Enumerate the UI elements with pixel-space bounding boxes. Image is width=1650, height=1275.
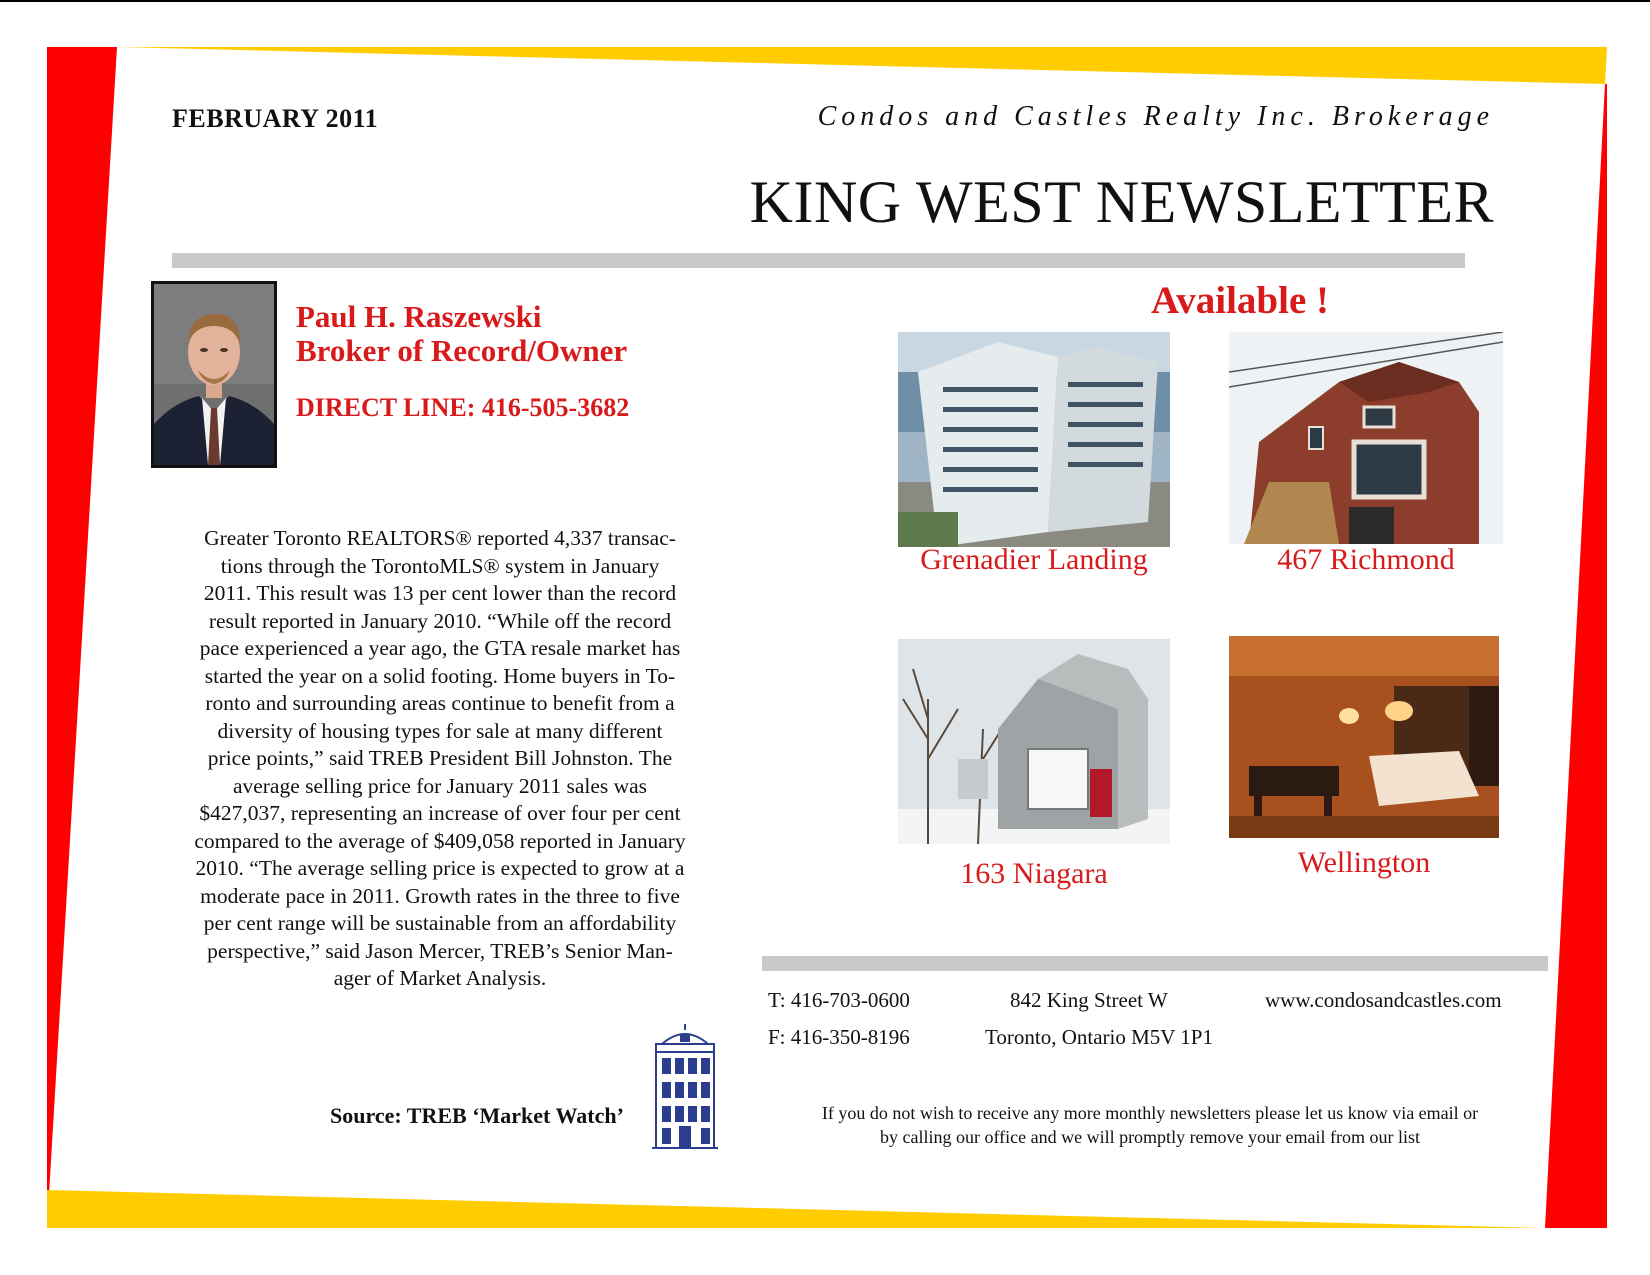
listing-photo-wellington[interactable] <box>1229 636 1499 838</box>
article-line: tions through the TorontoMLS® system in January <box>220 553 660 578</box>
fax-number: F: 416-350-8196 <box>768 1025 910 1049</box>
article-line: ronto and surrounding areas continue to benefit from a <box>205 691 675 715</box>
frame-top-yellow <box>117 47 1607 84</box>
article-line: 2010. “The average selling price is expected to grow at a <box>195 856 685 880</box>
article-line: pace experienced a year ago, the GTA resale market has <box>199 636 681 660</box>
article-line: compared to the average of $409,058 reported in January <box>194 828 686 853</box>
article-line: Greater Toronto REALTORS® reported 4,337 transac- <box>204 526 676 550</box>
agent-name-block <box>296 300 627 368</box>
townhouse-image <box>898 639 1170 844</box>
article-line: price points,” said TREB President Bill Johnston. The <box>207 746 673 770</box>
company-name: Condos and Castles Realty Inc. Brokerage <box>817 101 1494 132</box>
article-line: result reported in January 2010. “While off the record <box>208 608 672 633</box>
available-heading: Available ! <box>1150 279 1329 322</box>
article-line: started the year on a solid footing. Home buyers in To- <box>204 663 676 688</box>
listing-caption: 467 Richmond <box>1277 543 1455 576</box>
street-address: 842 King Street W <box>1010 988 1168 1012</box>
agent-role: Broker of Record/Owner <box>296 333 628 368</box>
treb-building-logo <box>650 1022 720 1152</box>
article-line: perspective,” said Jason Mercer, TREB’s Senior Man- <box>207 938 673 963</box>
article-line: average selling price for January 2011 sales was <box>232 773 648 798</box>
agent-name: Paul H. Raszewski <box>296 299 542 334</box>
agent-direct-line: DIRECT LINE: 416-505-3682 <box>296 393 630 422</box>
listing-caption: 163 Niagara <box>960 857 1108 890</box>
listing-caption: Grenadier Landing <box>920 543 1148 576</box>
footer-divider <box>762 956 1548 971</box>
brick-house-image <box>1229 332 1503 544</box>
listing-photo-467-richmond[interactable] <box>1229 332 1503 544</box>
unsubscribe-line: If you do not wish to receive any more monthly newsletters please let us know via email or <box>821 1103 1479 1123</box>
article-line: ager of Market Analysis. <box>333 966 547 990</box>
article-line: 2011. This result was 13 per cent lower than the record <box>203 581 677 605</box>
condo-tower-image <box>898 332 1170 547</box>
header-divider <box>172 253 1465 268</box>
newsletter-date: FEBRUARY 2011 <box>172 104 379 133</box>
living-room-image <box>1229 636 1499 838</box>
listing-photo-163-niagara[interactable] <box>898 639 1170 844</box>
listing-photo-grenadier-landing[interactable] <box>898 332 1170 547</box>
listing-caption: Wellington <box>1297 846 1431 879</box>
agent-photo <box>151 281 277 468</box>
phone-number: T: 416-703-0600 <box>768 988 910 1012</box>
article-line: per cent range will be sustainable from an affordability <box>203 911 677 935</box>
city-address: Toronto, Ontario M5V 1P1 <box>985 1025 1213 1049</box>
frame-left-red <box>47 47 117 1228</box>
article-line: diversity of housing types for sale at many different <box>217 718 663 743</box>
unsubscribe-line: by calling our office and we will promptly remove your email from our list <box>879 1127 1421 1147</box>
newsletter-title: KING WEST NEWSLETTER <box>749 169 1494 235</box>
frame-bottom-yellow <box>47 1190 1545 1228</box>
market-article <box>160 525 720 993</box>
article-line: $427,037, representing an increase of over four per cent <box>199 801 681 825</box>
frame-right-red <box>1545 84 1607 1228</box>
website-link[interactable]: www.condosandcastles.com <box>1265 988 1502 1012</box>
agent-portrait-image <box>154 284 274 465</box>
article-line: moderate pace in 2011. Growth rates in the three to five <box>200 883 680 908</box>
unsubscribe-notice <box>760 1101 1540 1149</box>
article-source: Source: TREB ‘Market Watch’ <box>330 1103 624 1128</box>
